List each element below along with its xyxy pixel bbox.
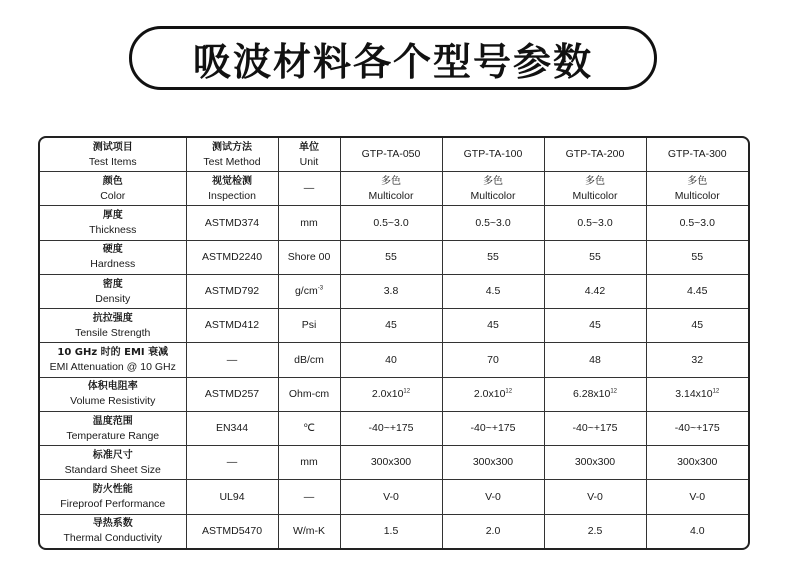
value-cell: 48 xyxy=(544,343,646,377)
test-item-cell xyxy=(40,206,186,240)
test-item-zh: 抗拉强度 xyxy=(92,312,133,324)
value-en: Multicolor xyxy=(470,189,516,202)
value-cell: 0.5~3.0 xyxy=(340,206,442,240)
test-method-cell: ASTMD412 xyxy=(186,309,278,343)
table-row xyxy=(40,309,748,343)
value-cell xyxy=(340,172,442,206)
value-base: 6.28x10 xyxy=(572,387,611,400)
table-row xyxy=(40,343,748,377)
table-row xyxy=(40,172,748,206)
test-method-cell: ASTMD2240 xyxy=(186,240,278,274)
value-cell xyxy=(442,377,544,411)
test-item-cell xyxy=(40,480,186,514)
value-cell: V-0 xyxy=(544,480,646,514)
spec-table xyxy=(38,136,750,550)
value-cell xyxy=(544,172,646,206)
header-model: GTP-TA-050 xyxy=(340,138,442,172)
value-cell: 300x300 xyxy=(442,446,544,480)
value-exponent: 12 xyxy=(610,388,618,395)
unit-cell: Shore 00 xyxy=(278,240,340,274)
test-item-cell xyxy=(40,446,186,480)
value-cell: 0.5~3.0 xyxy=(544,206,646,240)
value-cell xyxy=(442,172,544,206)
header-item-zh: 测试项目 xyxy=(92,141,133,153)
test-item-zh: 10 GHz 时的 EMI 衰减 xyxy=(57,347,169,359)
value-zh: 多色 xyxy=(585,175,605,187)
value-cell: 4.0 xyxy=(646,514,748,548)
test-item-zh: 标准尺寸 xyxy=(92,449,133,461)
test-item-en: Thickness xyxy=(89,224,137,237)
header-model: GTP-TA-200 xyxy=(544,138,646,172)
test-item-zh: 体积电阻率 xyxy=(87,381,138,393)
title-banner xyxy=(129,26,657,90)
value-cell: 55 xyxy=(544,240,646,274)
table-row xyxy=(40,411,748,445)
header-item-en: Test Items xyxy=(88,155,137,168)
value-cell: 0.5~3.0 xyxy=(646,206,748,240)
value-cell: 300x300 xyxy=(544,446,646,480)
test-item-en: Tensile Strength xyxy=(75,326,151,339)
test-method-cell: UL94 xyxy=(186,480,278,514)
value-cell: 45 xyxy=(544,309,646,343)
value-cell: 2.5 xyxy=(544,514,646,548)
test-item-cell xyxy=(40,343,186,377)
value-cell: 40 xyxy=(340,343,442,377)
test-method-cell: ASTMD257 xyxy=(186,377,278,411)
unit-cell: W/m-K xyxy=(278,514,340,548)
header-test-method xyxy=(186,138,278,172)
value-exponent: 12 xyxy=(712,388,720,395)
value-cell: -40~+175 xyxy=(442,411,544,445)
header-test-items xyxy=(40,138,186,172)
value-cell: -40~+175 xyxy=(646,411,748,445)
test-item-en: EMI Attenuation @ 10 GHz xyxy=(49,361,176,374)
value-cell: 4.45 xyxy=(646,274,748,308)
test-method-cell: — xyxy=(186,446,278,480)
header-unit xyxy=(278,138,340,172)
header-unit-en: Unit xyxy=(299,155,319,168)
value-cell: 55 xyxy=(442,240,544,274)
test-item-zh: 防火性能 xyxy=(92,484,133,496)
value-cell: 45 xyxy=(646,309,748,343)
value-cell xyxy=(340,377,442,411)
table-body xyxy=(40,138,748,548)
value-cell: 45 xyxy=(340,309,442,343)
test-item-en: Hardness xyxy=(90,258,136,271)
unit-cell: mm xyxy=(278,206,340,240)
test-item-cell xyxy=(40,274,186,308)
value-cell: V-0 xyxy=(340,480,442,514)
value-cell: 32 xyxy=(646,343,748,377)
value-zh: 多色 xyxy=(381,175,401,187)
value-cell: 2.0 xyxy=(442,514,544,548)
test-item-en: Color xyxy=(100,189,126,202)
test-item-en: Volume Resistivity xyxy=(70,395,156,408)
test-item-cell xyxy=(40,172,186,206)
test-item-en: Standard Sheet Size xyxy=(64,463,161,476)
unit-base: g/cm xyxy=(294,285,318,298)
header-method-zh: 测试方法 xyxy=(212,141,252,153)
unit-exponent: -3 xyxy=(317,285,324,292)
header-model: GTP-TA-100 xyxy=(442,138,544,172)
test-item-en: Thermal Conductivity xyxy=(63,532,163,545)
value-cell: 4.42 xyxy=(544,274,646,308)
unit-cell: — xyxy=(278,480,340,514)
test-item-zh: 颜色 xyxy=(102,175,123,187)
value-cell: 300x300 xyxy=(340,446,442,480)
test-item-zh: 导热系数 xyxy=(92,518,133,530)
test-item-cell xyxy=(40,309,186,343)
value-base: 2.0x10 xyxy=(371,387,404,400)
test-item-zh: 厚度 xyxy=(102,210,123,222)
value-cell: V-0 xyxy=(646,480,748,514)
value-en: Multicolor xyxy=(572,189,618,202)
test-method-cell: — xyxy=(186,343,278,377)
table-row xyxy=(40,377,748,411)
unit-cell: ℃ xyxy=(278,411,340,445)
value-cell: -40~+175 xyxy=(340,411,442,445)
value-zh: 多色 xyxy=(687,175,708,187)
unit-cell: — xyxy=(278,172,340,206)
value-exponent: 12 xyxy=(403,388,411,395)
table-header-row xyxy=(40,138,748,172)
test-item-cell xyxy=(40,377,186,411)
test-item-zh: 硬度 xyxy=(102,244,123,256)
header-model: GTP-TA-300 xyxy=(646,138,748,172)
test-item-cell xyxy=(40,240,186,274)
value-exponent: 12 xyxy=(505,388,513,395)
test-item-cell xyxy=(40,411,186,445)
unit-cell: dB/cm xyxy=(278,343,340,377)
test-method-cell: EN344 xyxy=(186,411,278,445)
value-cell: 45 xyxy=(442,309,544,343)
test-method-cell xyxy=(186,172,278,206)
test-item-zh: 温度范围 xyxy=(92,415,133,427)
unit-cell: Psi xyxy=(278,309,340,343)
test-item-en: Temperature Range xyxy=(66,429,160,442)
value-cell: 300x300 xyxy=(646,446,748,480)
value-en: Multicolor xyxy=(674,189,720,202)
unit-cell xyxy=(278,274,340,308)
unit-cell: mm xyxy=(278,446,340,480)
value-cell: 0.5~3.0 xyxy=(442,206,544,240)
value-cell xyxy=(646,172,748,206)
table-row xyxy=(40,274,748,308)
header-unit-zh: 单位 xyxy=(299,141,319,153)
value-zh: 多色 xyxy=(483,175,503,187)
test-item-cell xyxy=(40,514,186,548)
test-item-en: Density xyxy=(95,292,131,305)
value-cell: -40~+175 xyxy=(544,411,646,445)
value-cell: 1.5 xyxy=(340,514,442,548)
unit-cell: Ohm-cm xyxy=(278,377,340,411)
table-row xyxy=(40,206,748,240)
test-item-en: Fireproof Performance xyxy=(60,498,166,511)
test-method-cell: ASTMD5470 xyxy=(186,514,278,548)
table-row xyxy=(40,514,748,548)
value-cell xyxy=(544,377,646,411)
table-row xyxy=(40,480,748,514)
test-method-cell: ASTMD374 xyxy=(186,206,278,240)
value-cell: 4.5 xyxy=(442,274,544,308)
value-cell xyxy=(646,377,748,411)
value-en: Multicolor xyxy=(368,189,414,202)
value-base: 2.0x10 xyxy=(473,387,506,400)
value-cell: 3.8 xyxy=(340,274,442,308)
test-method-zh: 视觉检测 xyxy=(212,175,252,187)
value-base: 3.14x10 xyxy=(675,387,713,400)
test-method-en: Inspection xyxy=(208,189,256,202)
test-method-cell: ASTMD792 xyxy=(186,274,278,308)
value-cell: V-0 xyxy=(442,480,544,514)
table-row xyxy=(40,240,748,274)
value-cell: 70 xyxy=(442,343,544,377)
value-cell: 55 xyxy=(340,240,442,274)
header-method-en: Test Method xyxy=(203,155,261,168)
test-item-zh: 密度 xyxy=(102,278,123,290)
value-cell: 55 xyxy=(646,240,748,274)
page-title: 吸波材料各个型号参数 xyxy=(192,39,593,84)
table-row xyxy=(40,446,748,480)
